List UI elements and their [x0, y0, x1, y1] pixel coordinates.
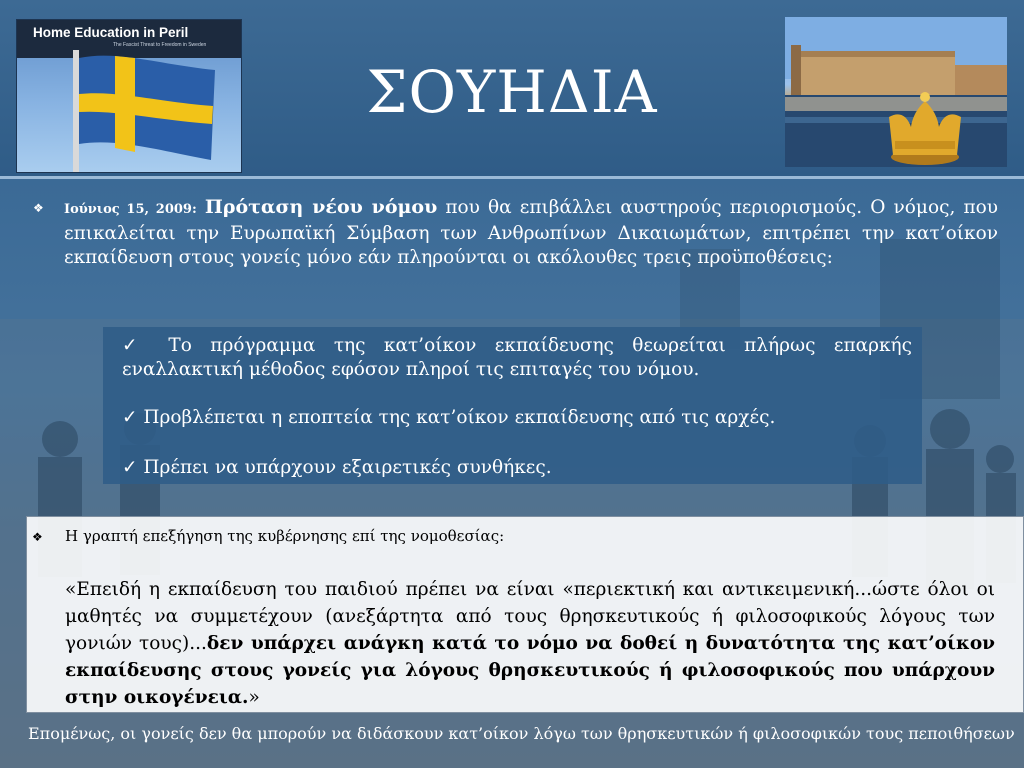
- logo-title: Home Education in Peril: [33, 25, 189, 40]
- condition-text: Προβλέπεται η εποπτεία της κατ’οίκον εκπαίδευσης από τις αρχές.: [143, 407, 776, 428]
- condition-text: Το πρόγραμμα της κατ’οίκον εκπαίδευσης θεωρείται πλήρως επαρκής εναλλακτική μέθοδος εφόσον πληροί τις επιταγές του νόμου.: [122, 335, 912, 380]
- bullet-icon: ❖: [32, 530, 43, 544]
- intro-text: που θα επιβάλλει αυστηρούς περιορισμούς. Ο νόμος, που επικαλείται την Ευρωπαϊκή Σύμβαση των Ανθρωπίνων Δικαιωμάτων, επιτρέπει την κατ’οίκον εκπαίδευση στους γονείς μόνο εάν πληρούνται οι ακόλουθες τρεις προϋποθέσεις:: [64, 197, 998, 268]
- stockholm-palace-photo: [785, 17, 1007, 167]
- condition-item: [122, 334, 912, 382]
- government-quote: [65, 576, 995, 711]
- government-label: Η γραπτή επεξήγηση της κυβέρνησης επί της νομοθεσίας:: [65, 527, 505, 545]
- slide-title: ΣΟΥΗΔΙΑ: [366, 58, 658, 126]
- condition-item: [122, 456, 912, 480]
- intro-date: Ιούνιος 15, 2009:: [64, 202, 197, 217]
- check-icon: ✓: [122, 407, 138, 428]
- quote-bold-text: δεν υπάρχει ανάγκη κατά το νόμο να δοθεί η δυνατότητα της κατ’οίκον εκπαίδευσης στους γονείς για λόγους θρησκευτικούς ή φιλοσοφικούς που υπάρχουν στην οικογένεια.: [65, 633, 995, 708]
- quote-text: «Επειδή η εκπαίδευση του παιδιού πρέπει να είναι «περιεκτική και αντικειμενική...ώστε όλοι οι μαθητές να συμμετέχουν (ανεξάρτητα από τους θρησκευτικούς ή φιλοσοφικούς λόγους των γονιών τους)...: [65, 579, 995, 654]
- quote-end: »: [248, 687, 260, 708]
- condition-item: [122, 406, 912, 430]
- bullet-icon: ❖: [33, 201, 44, 215]
- intro-paragraph: [64, 195, 998, 270]
- logo-subtitle: The Fascist Threat to Freedom in Sweden: [113, 42, 207, 48]
- check-icon: ✓: [122, 457, 138, 478]
- slide-header: [0, 0, 1024, 176]
- palace-crown-image: [785, 17, 1007, 167]
- check-icon: ✓: [122, 335, 151, 356]
- condition-text: Πρέπει να υπάρχουν εξαιρετικές συνθήκες.: [143, 457, 552, 478]
- conclusion-text: Επομένως, οι γονείς δεν θα μπορούν να διδάσκουν κατ’οίκον λόγω των θρησκευτικών ή φιλοσοφικών τους πεποιθήσεων: [28, 724, 1015, 743]
- intro-highlight: Πρόταση νέου νόμου: [204, 196, 438, 218]
